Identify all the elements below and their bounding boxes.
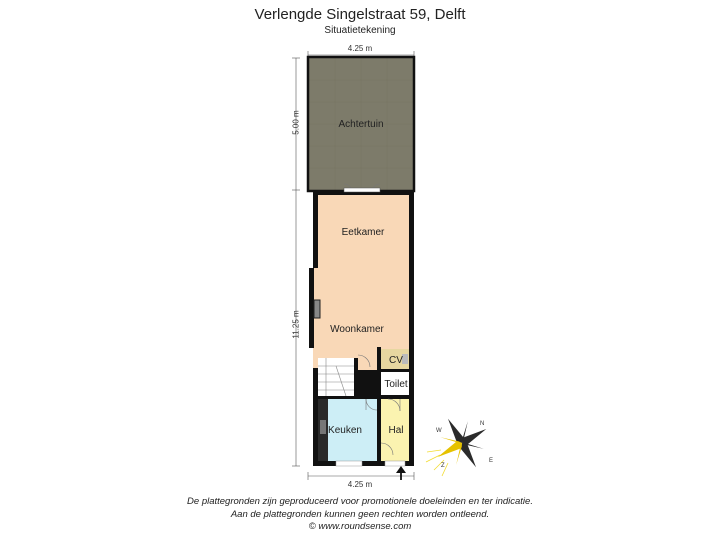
plan-subtitle: Situatietekening	[324, 25, 396, 36]
room-label-hall: Hal	[388, 425, 404, 436]
disclaimer-line-2: Aan de plattegronden kunnen geen rechten worden ontleend.	[230, 509, 490, 520]
compass-west: W	[436, 428, 442, 434]
copyright-link[interactable]: © www.roundsense.com	[308, 521, 412, 532]
dimension-depth-house: 11.25 m	[291, 310, 301, 339]
room-label-toilet: Toilet	[384, 379, 408, 390]
room-label-kitchen: Keuken	[328, 425, 362, 436]
room-label-garden: Achtertuin	[338, 119, 384, 130]
stairs	[318, 358, 358, 398]
room-label-dining: Eetkamer	[341, 227, 385, 238]
room-label-cv: CV	[389, 355, 403, 366]
compass-rose-icon	[424, 405, 500, 481]
garden-doors	[344, 188, 380, 192]
room-label-living: Woonkamer	[330, 324, 384, 335]
compass-north: N	[480, 421, 485, 427]
entrance-arrow-icon	[396, 466, 406, 480]
plan-title: Verlengde Singelstraat 59, Delft	[254, 6, 466, 23]
living-dining-area	[318, 195, 409, 370]
compass-east: E	[489, 458, 494, 464]
dimension-width-bottom: 4.25 m	[347, 480, 373, 489]
dimension-width-top: 4.25 m	[347, 44, 373, 53]
compass-south: Z	[441, 463, 445, 469]
disclaimer-line-1: De plattegronden zijn geproduceerd voor promotionele doeleinden en ter indicatie.	[187, 496, 533, 507]
chimney	[314, 300, 320, 318]
dimension-depth-garden: 5.00 m	[291, 110, 301, 135]
